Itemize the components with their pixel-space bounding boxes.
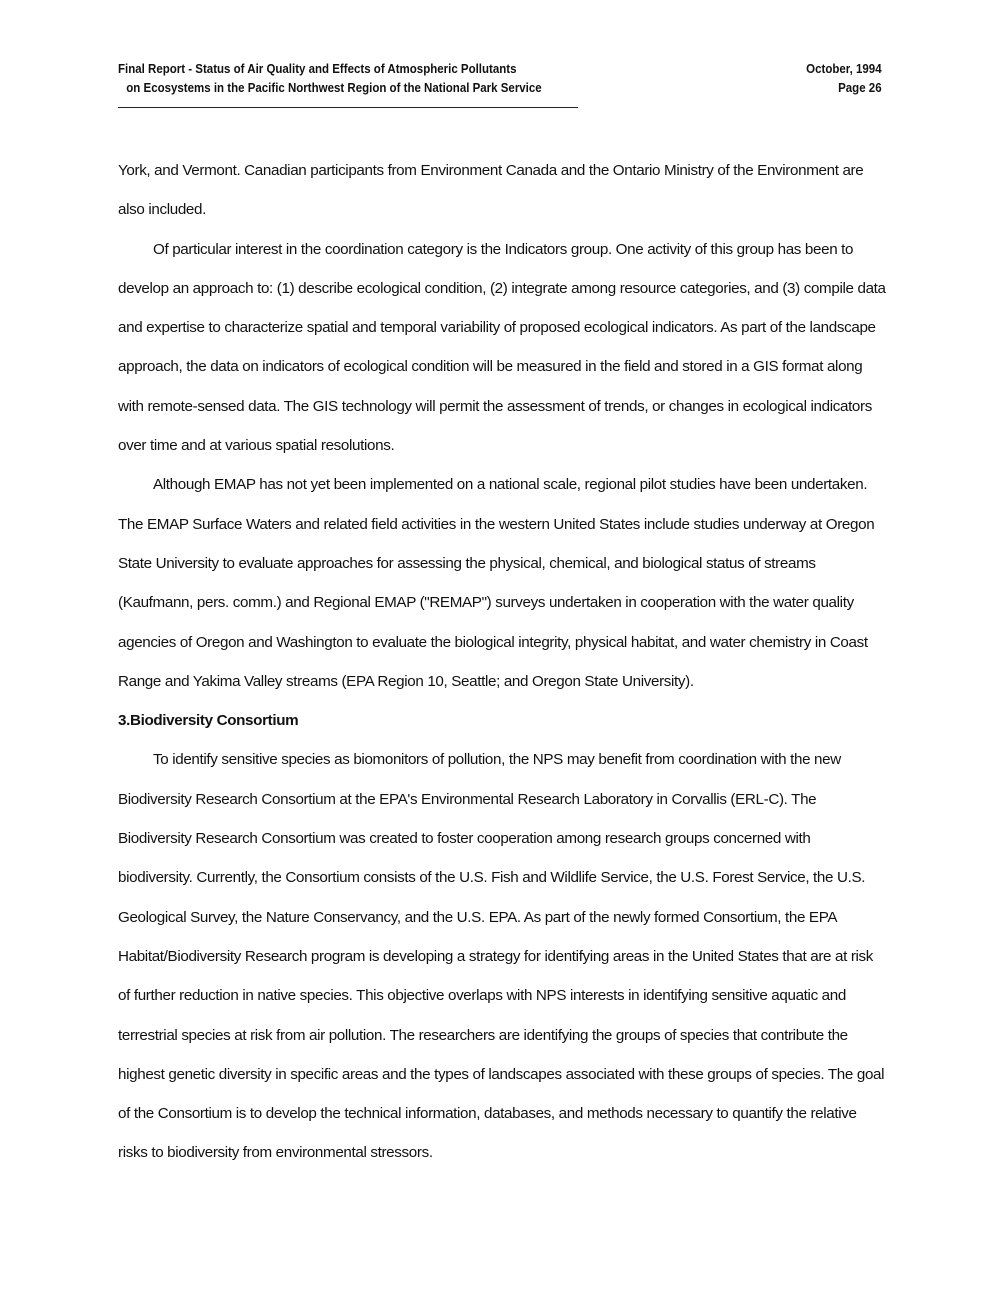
header-meta <box>806 60 881 98</box>
paragraph-emap-pilot-studies: Although EMAP has not yet been implemented on a national scale, regional pilot studies have been undertaken. The EMAP Surface Waters and related field activities in the western United States include studies underway at Oregon State University to evaluate approaches for assessing the physical, chemical, and biological status of streams (Kaufmann, pers. comm.) and Regional EMAP ("REMAP") surveys undertaken in cooperation with the water quality agencies of Oregon and Washington to evaluate the biological integrity, physical habitat, and water chemistry in Coast Range and Yakima Valley streams (EPA Region 10, Seattle; and Oregon State University). <box>118 476 875 690</box>
report-date: October, 1994 <box>806 62 882 76</box>
header-divider <box>118 107 578 108</box>
report-title <box>118 60 542 98</box>
report-title-line-1: Final Report - Status of Air Quality and Effects of Atmospheric Pollutants <box>118 62 517 76</box>
paragraph-indicators-group: Of particular interest in the coordination category is the Indicators group. One activity of this group has been to develop an approach to: (1) describe ecological condition, (2) integrate among resource categories, and (3) compile data and expertise to characterize spatial and temporal variability of proposed ecological indicators. As part of the landscape approach, the data on indicators of ecological condition will be measured in the field and stored in a GIS format along with remote-sensed data. The GIS technology will permit the assessment of trends, or changes in ecological indicators over time and at various spatial resolutions. <box>118 240 886 455</box>
section-heading: 3.Biodiversity Consortium <box>118 712 299 730</box>
document-body <box>118 151 886 1173</box>
page-number: Page 26 <box>838 81 882 95</box>
report-title-line-2: on Ecosystems in the Pacific Northwest Region of the National Park Service <box>126 81 542 95</box>
paragraph-continued: York, and Vermont. Canadian participants from Environment Canada and the Ontario Ministry of the Environment are also included. <box>118 162 864 219</box>
paragraph-biodiversity-consortium: To identify sensitive species as biomonitors of pollution, the NPS may benefit from coordination with the new Biodiversity Research Consortium at the EPA's Environmental Research Laboratory in Corvallis (ERL-C). The Biodiversity Research Consortium was created to foster cooperation among research groups concerned with biodiversity. Currently, the Consortium consists of the U.S. Fish and Wildlife Service, the U.S. Forest Service, the U.S. Geological Survey, the Nature Conservancy, and the U.S. EPA. As part of the newly formed Consortium, the EPA Habitat/Biodiversity Research program is developing a strategy for identifying areas in the United States that are at risk of further reduction in native species. This objective overlaps with NPS interests in identifying sensitive aquatic and terrestrial species at risk from air pollution. The researchers are identifying the groups of species that contribute the highest genetic diversity in specific areas and the types of landscapes associated with these groups of species. The goal of the Consortium is to develop the technical information, databases, and methods necessary to quantify the relative risks to biodiversity from environmental stressors. <box>118 751 885 1162</box>
